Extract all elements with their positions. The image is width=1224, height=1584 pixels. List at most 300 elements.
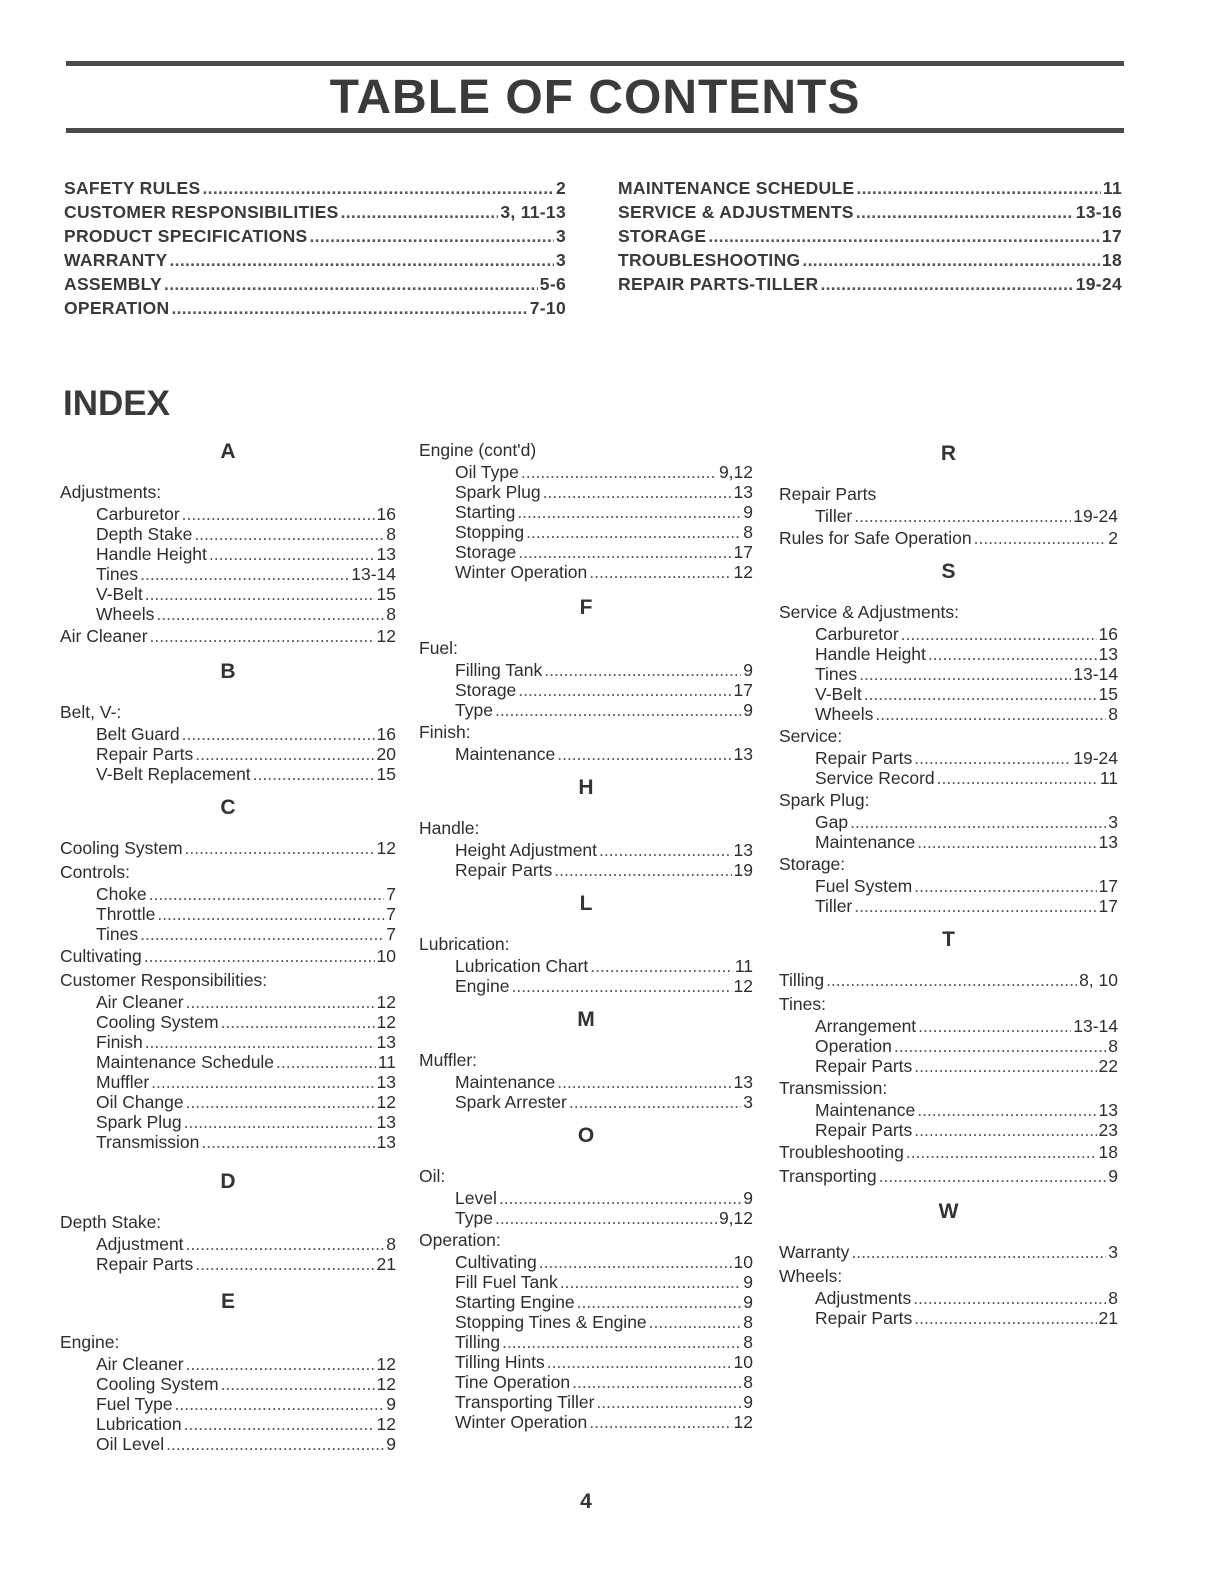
index-group: [779, 992, 1118, 1076]
index-entry-row: [779, 526, 1118, 550]
entry-label: Gap: [815, 812, 849, 832]
index-group-heading: [779, 482, 1118, 506]
index-entry-row: [779, 1240, 1118, 1264]
index-sub-entry: [779, 1288, 1118, 1308]
index-group-heading: [419, 1164, 753, 1188]
index-letter-l: L: [579, 892, 593, 915]
entry-label: Spark Arrester: [455, 1092, 567, 1112]
page-ref: 8: [386, 524, 396, 544]
entry-label: Arrangement: [815, 1016, 917, 1036]
entry-label: Carburetor: [96, 504, 180, 524]
page-ref: 15: [376, 584, 396, 604]
entry-label: Controls:: [60, 862, 131, 882]
index-entry: [779, 1164, 1118, 1188]
entry-label: Cultivating: [455, 1252, 537, 1272]
page-ref: 10: [733, 1252, 753, 1272]
entry-label: OPERATION: [64, 298, 170, 318]
page-ref: 5-6: [539, 274, 566, 294]
index-sub-entry: [779, 812, 1118, 832]
page-ref: 2: [1108, 528, 1118, 548]
entry-label: Transmission: [96, 1132, 200, 1152]
index-group-heading: [779, 1264, 1118, 1288]
index-sub-entry: [419, 1252, 753, 1272]
dot-leader: [276, 1052, 376, 1072]
index-group-heading: [419, 1048, 753, 1072]
entry-label: Oil Change: [96, 1092, 184, 1112]
index-group-heading: [60, 968, 396, 992]
entry-label: Winter Operation: [455, 562, 588, 582]
dot-leader: [145, 1032, 375, 1052]
dot-leader: [171, 298, 527, 319]
page-ref: 19: [733, 860, 753, 880]
page-ref: 23: [1098, 1120, 1118, 1140]
entry-label: Service & Adjustments:: [779, 602, 959, 622]
index-sub-entry: [419, 1332, 753, 1352]
page-ref: 12: [376, 1354, 396, 1374]
entry-label: Carburetor: [815, 624, 899, 644]
dot-leader: [856, 202, 1074, 223]
index-title: INDEX: [63, 384, 170, 423]
index-group-heading: [419, 1228, 753, 1252]
page-ref: 3: [743, 1092, 753, 1112]
entry-label: Type: [455, 1208, 493, 1228]
dot-leader: [854, 506, 1071, 526]
entry-label: Filling Tank: [455, 660, 543, 680]
entry-label: Service Record: [815, 768, 935, 788]
entry-label: Tines: [96, 564, 139, 584]
dot-leader: [182, 724, 375, 744]
entry-label: Air Cleaner: [96, 992, 184, 1012]
page-ref: 7: [386, 904, 396, 924]
entry-label: Handle:: [419, 818, 480, 838]
entry-label: Stopping: [455, 522, 525, 542]
dot-leader: [914, 1120, 1096, 1140]
page-ref: 3: [1108, 1242, 1118, 1262]
entry-label: Height Adjustment: [455, 840, 598, 860]
page-ref: 12: [376, 1012, 396, 1032]
page-ref: 12: [376, 838, 396, 858]
dot-leader: [572, 1372, 741, 1392]
entry-label: Belt Guard: [96, 724, 180, 744]
index-sub-entry: [779, 1120, 1118, 1140]
index-sub-entry: [779, 684, 1118, 704]
entry-label: Winter Operation: [455, 1412, 588, 1432]
toc-entry: [618, 202, 1122, 226]
dot-leader: [195, 1254, 374, 1274]
index-sub-entry: [60, 1254, 396, 1274]
entry-label: Fuel System: [815, 876, 913, 896]
dot-leader: [875, 704, 1106, 724]
index-group-heading: [60, 1210, 396, 1234]
dot-leader: [521, 462, 717, 482]
index-sub-entry: [779, 748, 1118, 768]
page-ref: 13: [376, 544, 396, 564]
dot-leader: [149, 884, 385, 904]
page-ref: 2: [555, 178, 566, 198]
index-letter-f: F: [579, 596, 593, 619]
index-letter-a: A: [220, 440, 236, 463]
index-sub-entry: [779, 704, 1118, 724]
entry-label: Oil Type: [455, 462, 519, 482]
entry-label: Lubrication:: [419, 934, 510, 954]
entry-label: Cooling System: [60, 838, 183, 858]
index-entry: [60, 624, 396, 648]
index-column-3: [779, 438, 1118, 1328]
toc-entry: [64, 178, 566, 202]
index-group: [419, 438, 753, 582]
bottom-rule: [66, 128, 1124, 133]
dot-leader: [186, 992, 375, 1012]
index-entry-row: [779, 1140, 1118, 1164]
entry-label: Troubleshooting: [779, 1142, 904, 1162]
dot-leader: [928, 644, 1097, 664]
index-group: [419, 1228, 753, 1432]
entry-label: Engine: [455, 976, 510, 996]
index-sub-entry: [60, 992, 396, 1012]
page-ref: 11: [1102, 178, 1122, 198]
entry-label: Maintenance: [455, 1072, 556, 1092]
index-entry-row: [60, 836, 396, 860]
index-sub-entry: [779, 876, 1118, 896]
index-group-heading: [419, 438, 753, 462]
page-ref: 8: [386, 604, 396, 624]
dot-leader: [557, 744, 731, 764]
page-ref: 8: [1108, 704, 1118, 724]
dot-leader: [913, 1288, 1106, 1308]
index-sub-entry: [419, 562, 753, 582]
page-ref: 19-24: [1073, 748, 1118, 768]
dot-leader: [590, 956, 733, 976]
dot-leader: [820, 274, 1073, 295]
index-sub-entry: [779, 768, 1118, 788]
page-ref: 13: [376, 1132, 396, 1152]
index-sub-entry: [419, 482, 753, 502]
entry-label: SERVICE & ADJUSTMENTS: [618, 202, 854, 222]
page-ref: 13: [733, 1072, 753, 1092]
entry-label: Handle Height: [96, 544, 207, 564]
index-entry-row: [60, 624, 396, 648]
dot-leader: [175, 1394, 385, 1414]
index-sub-entry: [60, 1052, 396, 1072]
entry-label: Air Cleaner: [60, 626, 148, 646]
page-ref: 9: [743, 1292, 753, 1312]
dot-leader: [495, 1208, 717, 1228]
dot-leader: [544, 660, 741, 680]
index-sub-entry: [419, 1412, 753, 1432]
dot-leader: [914, 748, 1071, 768]
page-ref: 13: [1098, 644, 1118, 664]
entry-label: Level: [455, 1188, 497, 1208]
entry-label: Customer Responsibilities:: [60, 970, 268, 990]
index-sub-entry: [60, 1092, 396, 1112]
page-ref: 12: [376, 626, 396, 646]
entry-label: Lubrication Chart: [455, 956, 589, 976]
entry-label: Tines:: [779, 994, 827, 1014]
dot-leader: [547, 1352, 732, 1372]
index-sub-entry: [779, 506, 1118, 526]
entry-label: Warranty: [779, 1242, 850, 1262]
dot-leader: [554, 860, 731, 880]
index-group: [419, 816, 753, 880]
entry-label: Storage: [455, 680, 517, 700]
dot-leader: [974, 526, 1107, 550]
dot-leader: [526, 522, 741, 542]
index-sub-entry: [60, 1354, 396, 1374]
dot-leader: [901, 624, 1097, 644]
entry-label: TROUBLESHOOTING: [618, 250, 801, 270]
dot-leader: [894, 1036, 1106, 1056]
page-ref: 9,12: [718, 1208, 753, 1228]
page-ref: 13: [733, 744, 753, 764]
page-ref: 9,12: [718, 462, 753, 482]
entry-label: Starting: [455, 502, 516, 522]
top-rule: [66, 61, 1124, 66]
index-sub-entry: [60, 1072, 396, 1092]
entry-label: Fuel:: [419, 638, 458, 658]
index-group: [60, 968, 396, 1152]
entry-label: V-Belt Replacement: [96, 764, 251, 784]
page-ref: 22: [1098, 1056, 1118, 1076]
toc-entry: [64, 250, 566, 274]
entry-label: Starting Engine: [455, 1292, 575, 1312]
page-ref: 20: [376, 744, 396, 764]
index-group-heading: [419, 636, 753, 660]
index-sub-entry: [419, 1312, 753, 1332]
dot-leader: [157, 904, 384, 924]
entry-label: Stopping Tines & Engine: [455, 1312, 647, 1332]
index-group: [779, 482, 1118, 526]
index-sub-entry: [779, 1056, 1118, 1076]
dot-leader: [221, 1374, 375, 1394]
index-sub-entry: [60, 1434, 396, 1454]
entry-label: Adjustments: [815, 1288, 912, 1308]
entry-label: Spark Plug: [96, 1112, 182, 1132]
index-sub-entry: [779, 1036, 1118, 1056]
entry-label: Wheels: [815, 704, 874, 724]
index-sub-entry: [419, 542, 753, 562]
page-ref: 9: [743, 1272, 753, 1292]
page-ref: 13: [1098, 832, 1118, 852]
dot-leader: [914, 1308, 1096, 1328]
dot-leader: [856, 178, 1100, 199]
dot-leader: [201, 1132, 374, 1152]
page-ref: 19-24: [1075, 274, 1122, 294]
entry-label: Transporting: [779, 1166, 877, 1186]
index-entry: [779, 1240, 1118, 1264]
index-letter-o: O: [577, 1124, 595, 1147]
index-entry: [779, 1140, 1118, 1164]
entry-label: MAINTENANCE SCHEDULE: [618, 178, 855, 198]
dot-leader: [557, 1072, 731, 1092]
toc-entry: [618, 250, 1122, 274]
page-ref: 13-14: [351, 564, 396, 584]
entry-label: Tines: [96, 924, 139, 944]
dot-leader: [194, 524, 384, 544]
dot-leader: [499, 1188, 741, 1208]
entry-label: Transmission:: [779, 1078, 888, 1098]
index-sub-entry: [779, 664, 1118, 684]
dot-leader: [182, 504, 375, 524]
dot-leader: [539, 1252, 732, 1272]
dot-leader: [166, 1434, 384, 1454]
index-group: [60, 700, 396, 784]
page-ref: 3: [555, 250, 566, 270]
page-ref: 9: [386, 1394, 396, 1414]
dot-leader: [140, 564, 349, 584]
entry-label: Storage:: [779, 854, 846, 874]
dot-leader: [164, 274, 538, 295]
index-group: [779, 852, 1118, 916]
index-sub-entry: [60, 1032, 396, 1052]
index-sub-entry: [60, 524, 396, 544]
entry-label: Spark Plug:: [779, 790, 870, 810]
entry-label: Tine Operation: [455, 1372, 571, 1392]
entry-label: Transporting Tiller: [455, 1392, 595, 1412]
page-ref: 8: [743, 1332, 753, 1352]
dot-leader: [512, 976, 732, 996]
page-ref: 13: [733, 840, 753, 860]
index-entry-row: [60, 944, 396, 968]
dot-leader: [221, 1012, 375, 1032]
index-group-heading: [60, 1330, 396, 1354]
entry-label: V-Belt: [96, 584, 143, 604]
index-sub-entry: [419, 502, 753, 522]
toc-entry: [618, 226, 1122, 250]
page-ref: 13: [733, 482, 753, 502]
index-sub-entry: [779, 624, 1118, 644]
entry-label: Oil Level: [96, 1434, 165, 1454]
entry-label: Repair Parts: [815, 1120, 913, 1140]
dot-leader: [649, 1312, 742, 1332]
dot-leader: [195, 744, 374, 764]
entry-label: Repair Parts: [815, 748, 913, 768]
page-ref: 8: [743, 522, 753, 542]
entry-label: Engine:: [60, 1332, 120, 1352]
page-ref: 7: [386, 884, 396, 904]
index-sub-entry: [60, 724, 396, 744]
index-group-heading: [419, 720, 753, 744]
entry-label: Tiller: [815, 896, 853, 916]
entry-label: Adjustment: [96, 1234, 184, 1254]
index-sub-entry: [60, 884, 396, 904]
index-group-heading: [779, 724, 1118, 748]
dot-leader: [937, 768, 1098, 788]
dot-leader: [517, 502, 741, 522]
entry-label: Belt, V-:: [60, 702, 122, 722]
index-group: [779, 788, 1118, 852]
entry-label: REPAIR PARTS-TILLER: [618, 274, 819, 294]
page-ref: 3: [555, 226, 566, 246]
page-ref: 18: [1101, 250, 1122, 270]
index-sub-entry: [419, 976, 753, 996]
entry-label: CUSTOMER RESPONSIBILITIES: [64, 202, 339, 222]
dot-leader: [170, 250, 554, 271]
page-ref: 12: [733, 976, 753, 996]
entry-label: Tiller: [815, 506, 853, 526]
index-sub-entry: [419, 522, 753, 542]
index-sub-entry: [419, 1208, 753, 1228]
index-group-heading: [779, 600, 1118, 624]
page-ref: 11: [377, 1052, 396, 1072]
dot-leader: [186, 1354, 375, 1374]
index-sub-entry: [60, 904, 396, 924]
index-sub-entry: [419, 1392, 753, 1412]
entry-label: Muffler:: [419, 1050, 478, 1070]
dot-leader: [184, 1112, 375, 1132]
index-sub-entry: [60, 1234, 396, 1254]
entry-label: Spark Plug: [455, 482, 541, 502]
entry-label: Cooling System: [96, 1374, 219, 1394]
entry-label: Throttle: [96, 904, 156, 924]
dot-leader: [802, 250, 1100, 271]
dot-leader: [184, 1414, 375, 1434]
index-sub-entry: [419, 1352, 753, 1372]
index-sub-entry: [60, 1012, 396, 1032]
page-title: TABLE OF CONTENTS: [329, 71, 861, 124]
entry-label: Wheels: [96, 604, 155, 624]
index-sub-entry: [60, 924, 396, 944]
entry-label: Choke: [96, 884, 147, 904]
dot-leader: [543, 482, 732, 502]
page-ref: 21: [1098, 1308, 1118, 1328]
dot-leader: [918, 1016, 1071, 1036]
index-sub-entry: [60, 744, 396, 764]
dot-leader: [185, 836, 375, 860]
dot-leader: [851, 1240, 1106, 1264]
index-group-heading: [779, 852, 1118, 876]
dot-leader: [156, 604, 384, 624]
entry-label: Maintenance: [815, 1100, 916, 1120]
page-ref: 12: [376, 992, 396, 1012]
page-ref: 9: [743, 1188, 753, 1208]
index-group: [779, 1264, 1118, 1328]
index-group-heading: [60, 480, 396, 504]
entry-label: Repair Parts: [96, 744, 194, 764]
index-entry: [60, 944, 396, 968]
entry-label: Lubrication: [96, 1414, 182, 1434]
page-ref: 9: [1108, 1166, 1118, 1186]
index-sub-entry: [419, 1072, 753, 1092]
entry-label: SAFETY RULES: [64, 178, 201, 198]
index-sub-entry: [419, 700, 753, 720]
page-ref: 12: [376, 1414, 396, 1434]
page-ref: 12: [733, 562, 753, 582]
page-ref: 9: [743, 700, 753, 720]
dot-leader: [569, 1092, 741, 1112]
entry-label: Tilling: [779, 970, 825, 990]
page-ref: 13-14: [1073, 1016, 1118, 1036]
index-group: [60, 480, 396, 624]
entry-label: Maintenance: [815, 832, 916, 852]
index-sub-entry: [60, 1112, 396, 1132]
dot-leader: [917, 832, 1096, 852]
dot-leader: [914, 876, 1096, 896]
dot-leader: [310, 226, 554, 247]
entry-label: Depth Stake:: [60, 1212, 162, 1232]
page-ref: 3: [1108, 812, 1118, 832]
toc-left-column: [64, 178, 566, 322]
entry-label: Tilling Hints: [455, 1352, 545, 1372]
page-ref: 18: [1098, 1142, 1118, 1162]
page-ref: 17: [1098, 876, 1118, 896]
entry-label: Rules for Safe Operation: [779, 528, 972, 548]
page-ref: 7-10: [529, 298, 566, 318]
dot-leader: [589, 562, 731, 582]
index-sub-entry: [419, 680, 753, 700]
index-sub-entry: [60, 764, 396, 784]
dot-leader: [518, 680, 731, 700]
index-letter-m: M: [577, 1008, 595, 1031]
